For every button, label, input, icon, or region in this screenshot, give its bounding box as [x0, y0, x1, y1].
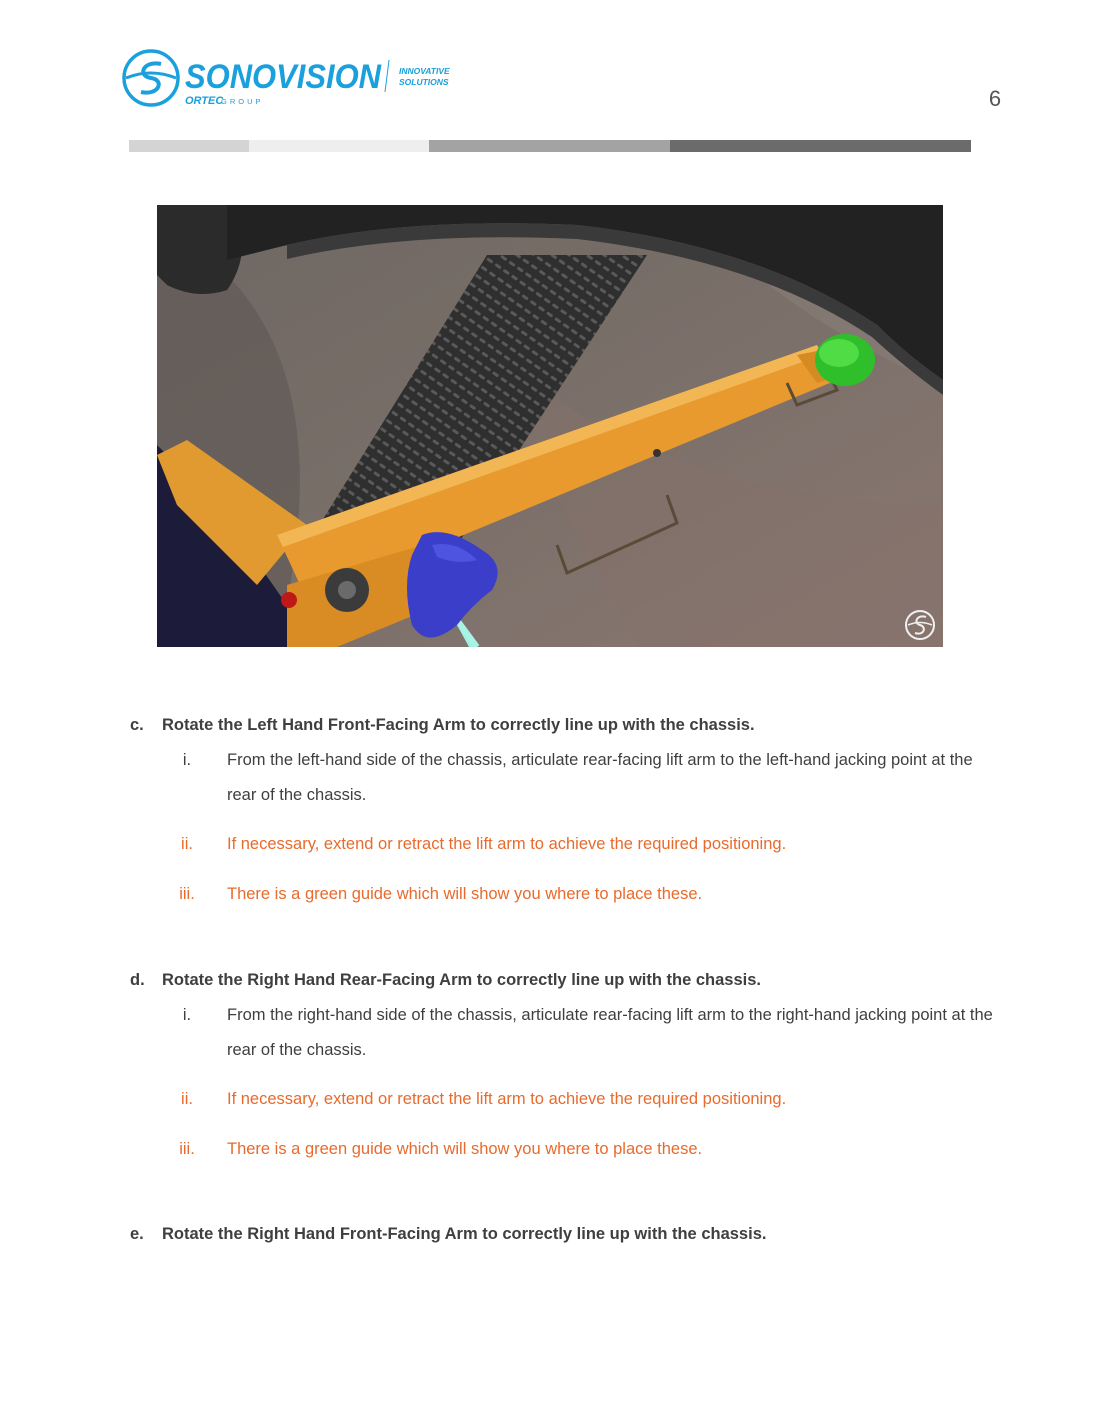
logo-group-suffix: GROUP [221, 97, 264, 106]
item-text: If necessary, extend or retract the lift arm to achieve the required positioning. [227, 835, 787, 853]
section-letter: c. [130, 716, 144, 734]
section-d-item-iii [175, 1132, 1005, 1167]
header-color-bar-4 [670, 140, 971, 152]
item-number: i. [182, 751, 192, 769]
item-text: There is a green guide which will show you where to place these. [227, 885, 703, 903]
header-color-bar-3 [429, 140, 670, 152]
section-title: Rotate the Right Hand Rear-Facing Arm to correctly line up with the chassis. [162, 971, 761, 989]
section-c-item-ii [175, 827, 1005, 862]
item-number: i. [182, 1006, 192, 1024]
page-number: 6 [988, 86, 1002, 111]
logo-group-name: ORTEC [185, 95, 224, 107]
item-number: iii. [179, 885, 195, 903]
item-text: From the left-hand side of the chassis, articulate rear-facing lift arm to the left-hand jacking point at the rear of the chassis. [227, 751, 973, 804]
section-letter: d. [130, 971, 145, 989]
item-number: ii. [181, 1090, 193, 1108]
section-d-item-i [175, 998, 1005, 1068]
section-title: Rotate the Right Hand Front-Facing Arm to correctly line up with the chassis. [162, 1225, 767, 1243]
section-d-item-ii [175, 1082, 1005, 1117]
header-color-bar-2 [249, 140, 429, 152]
item-text: There is a green guide which will show you where to place these. [227, 1140, 703, 1158]
logo-tagline-line2: SOLUTIONS [399, 77, 449, 87]
section-c-item-iii [175, 877, 1005, 912]
item-number: ii. [181, 835, 193, 853]
logo-brand: SONOVISION [185, 58, 383, 96]
section-letter: e. [130, 1225, 144, 1243]
item-number: iii. [179, 1140, 195, 1158]
section-c-item-i [175, 743, 1005, 813]
sonovision-emblem-icon [124, 51, 178, 105]
logo-tagline-line1: INNOVATIVE [399, 66, 450, 76]
section-title: Rotate the Left Hand Front-Facing Arm to correctly line up with the chassis. [162, 716, 755, 734]
item-text: If necessary, extend or retract the lift arm to achieve the required positioning. [227, 1090, 787, 1108]
green-guide-marker [815, 334, 875, 386]
sonovision-logo [121, 46, 481, 110]
header-color-bar-1 [129, 140, 249, 152]
item-text: From the right-hand side of the chassis, articulate rear-facing lift arm to the right-hand jacking point at the rear of the chassis. [227, 1006, 993, 1059]
vr-lift-arm-screenshot [157, 205, 943, 647]
